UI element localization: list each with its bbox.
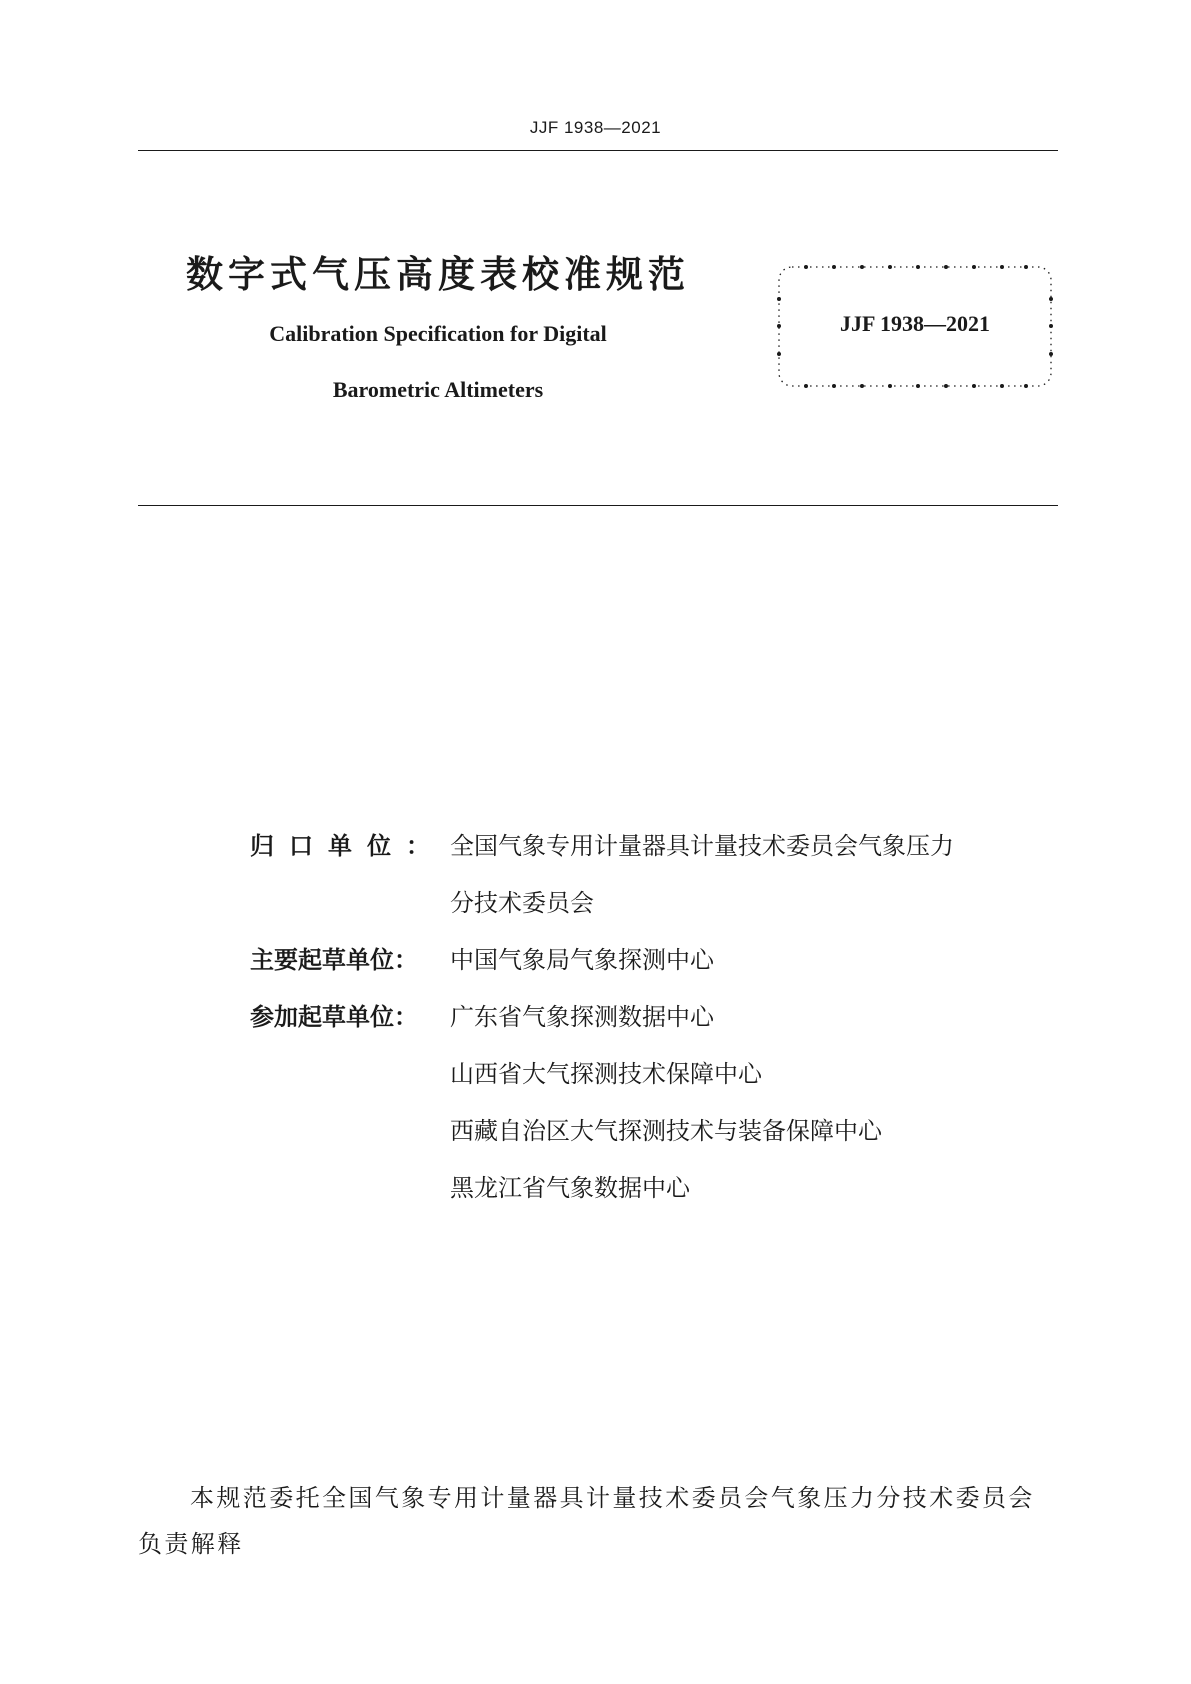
centralized-unit-value-line1: 全国气象专用计量器具计量技术委员会气象压力 — [450, 832, 954, 860]
standard-code-box — [776, 264, 1054, 389]
participating-unit-value: 黑龙江省气象数据中心 — [450, 1174, 690, 1202]
centralized-unit-value-line2: 分技术委员会 — [450, 889, 594, 917]
title-bottom-rule — [138, 505, 1058, 506]
title-english-line1: Calibration Specification for Digital — [269, 321, 607, 346]
title-english-line2: Barometric Altimeters — [332, 377, 544, 402]
running-header: JJF 1938—2021 — [529, 118, 662, 137]
participating-unit-value: 西藏自治区大气探测技术与装备保障中心 — [450, 1117, 882, 1145]
main-drafting-unit-value: 中国气象局气象探测中心 — [450, 946, 714, 974]
participating-unit-value: 广东省气象探测数据中心 — [450, 1003, 714, 1031]
centralized-unit-label: 归口单位： — [250, 832, 445, 860]
participating-unit-label: 参加起草单位： — [250, 1003, 418, 1031]
header-rule — [138, 150, 1058, 151]
title-chinese: 数字式气压高度表校准规范 — [186, 253, 690, 296]
interpretation-note: 本规范委托全国气象专用计量器具计量技术委员会气象压力分技术委员会负责解释 — [138, 1484, 1035, 1558]
main-drafting-unit-label: 主要起草单位： — [250, 946, 418, 974]
standard-code: JJF 1938—2021 — [839, 311, 991, 336]
participating-unit-value: 山西省大气探测技术保障中心 — [450, 1060, 762, 1088]
